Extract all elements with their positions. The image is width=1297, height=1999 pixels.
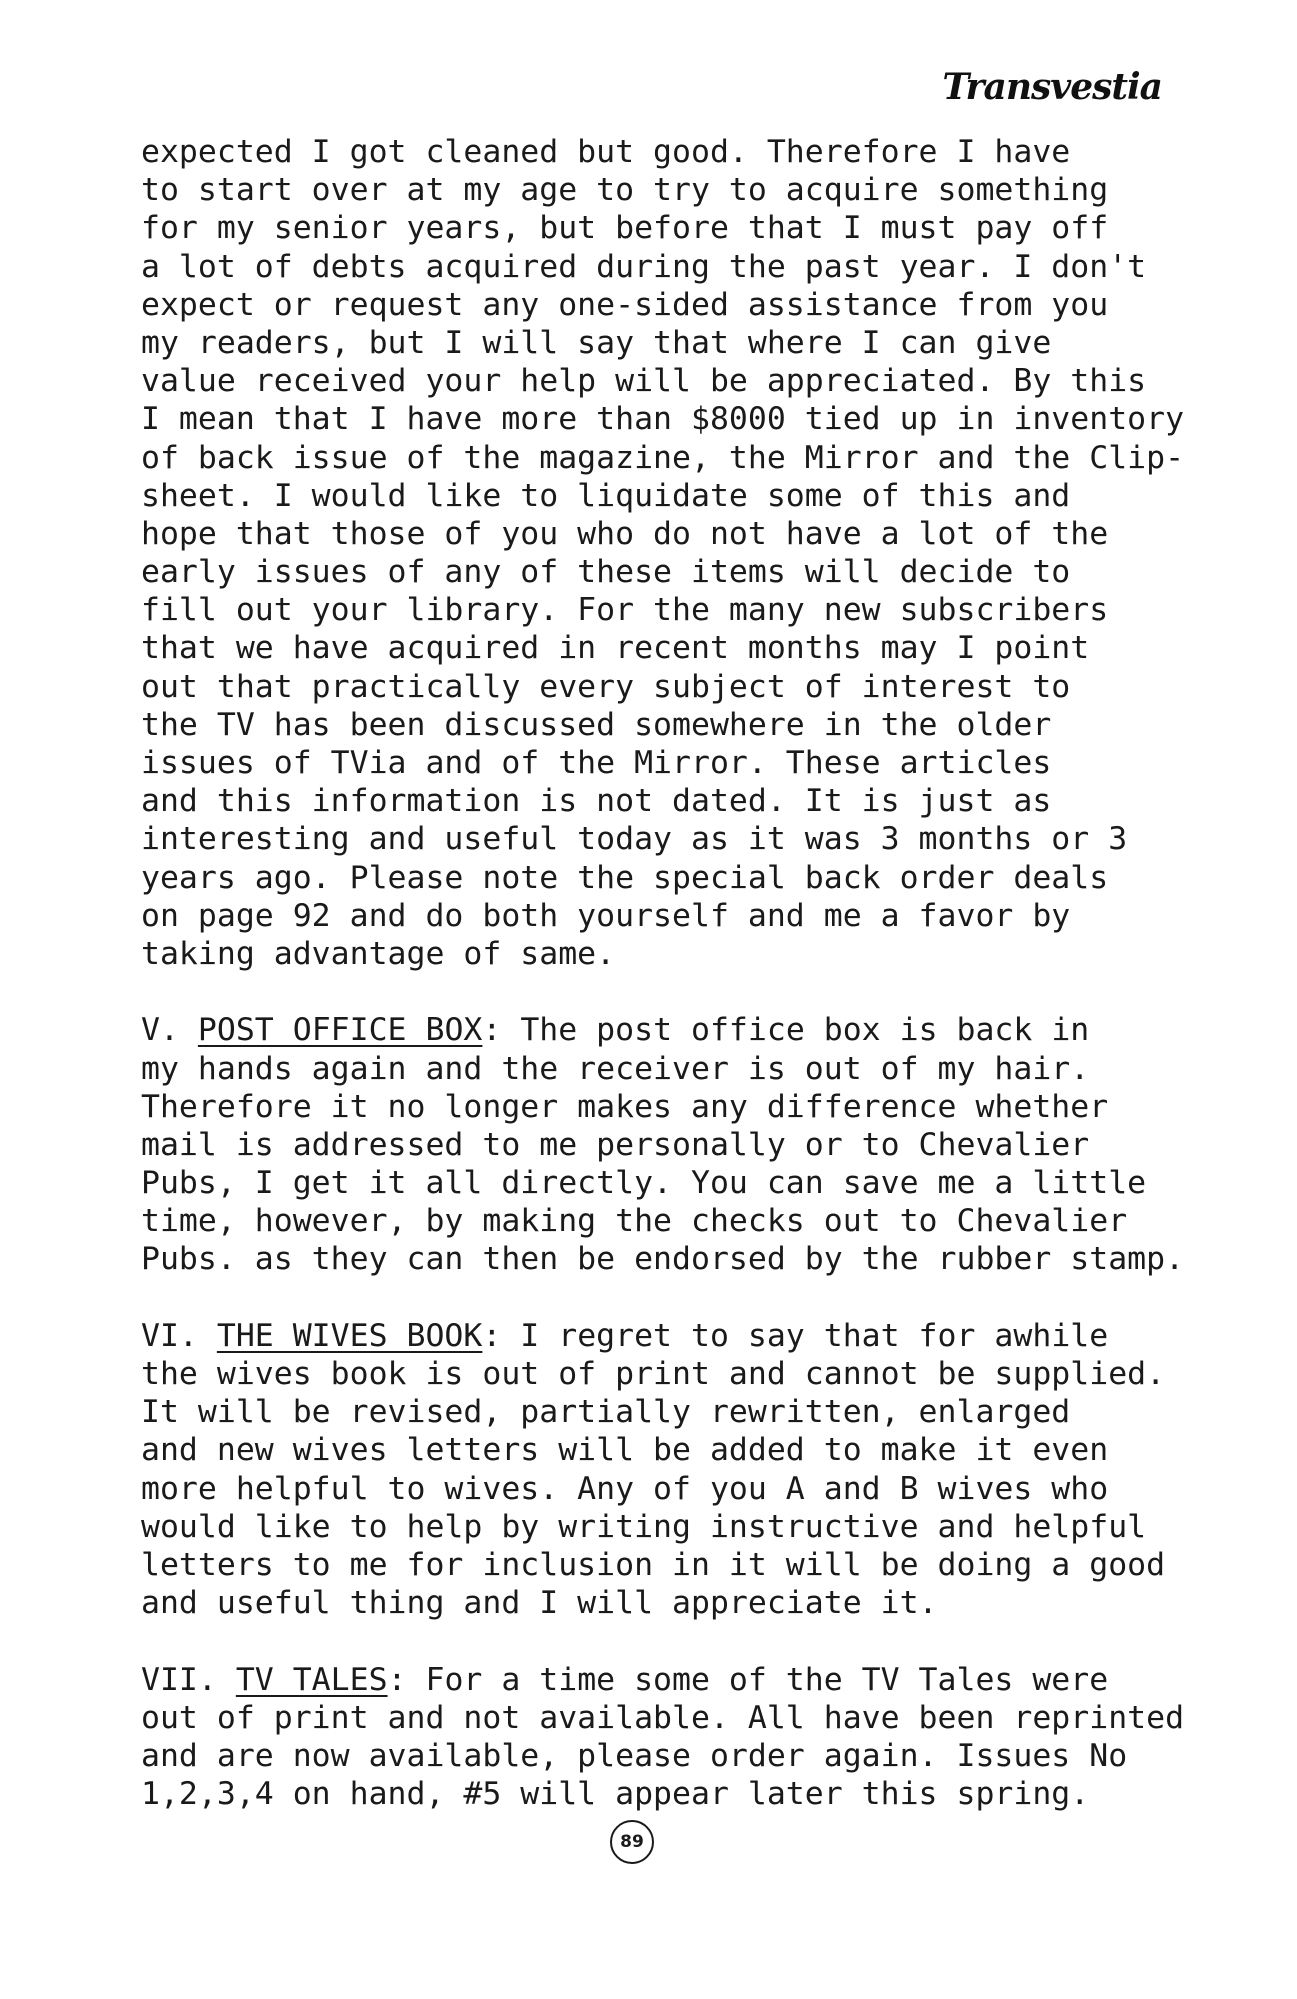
section-wives-book: [141, 1317, 1261, 1623]
section-tv-tales: [141, 1661, 1261, 1814]
text-line: Pubs, I get it all directly. You can save me a little: [141, 1165, 1147, 1202]
page-body: [141, 133, 1261, 1813]
section-number: VI.: [141, 1317, 217, 1354]
page-number: 89: [610, 1820, 654, 1864]
text-line: for my senior years, but before that I must pay off: [141, 210, 1109, 247]
section-number: VII.: [141, 1661, 236, 1698]
text-line: and this information is not dated. It is just as: [141, 783, 1052, 820]
section-heading: THE WIVES BOOK: [216, 1317, 483, 1354]
section-heading-line: [141, 1011, 1261, 1049]
text-line: expected I got cleaned but good. Therefore I have: [141, 134, 1071, 170]
section-text: : I regret to say that for awhile: [482, 1317, 1109, 1354]
text-line: the TV has been discussed somewhere in the older: [141, 706, 1052, 743]
text-line: value received your help will be appreciated. By this: [141, 363, 1147, 400]
section-number: V.: [141, 1012, 198, 1049]
text-line: interesting and useful today as it was 3 months or 3: [141, 821, 1128, 858]
text-line: out that practically every subject of interest to: [141, 668, 1071, 705]
text-line: sheet. I would like to liquidate some of this and: [141, 477, 1071, 514]
text-line: a lot of debts acquired during the past year. I don't: [141, 248, 1147, 285]
text-line: out of print and not available. All have been reprinted: [141, 1699, 1185, 1736]
paragraph-gap: [141, 1279, 1261, 1317]
section-text: : The post office box is back in: [482, 1012, 1090, 1049]
text-line: taking advantage of same.: [141, 935, 616, 972]
text-line: fill out your library. For the many new subscribers: [141, 592, 1109, 629]
text-line: the wives book is out of print and cannot be supplied.: [141, 1356, 1166, 1392]
text-line: and new wives letters will be added to make it even: [141, 1432, 1109, 1469]
text-line: letters to me for inclusion in it will be doing a good: [141, 1546, 1166, 1583]
text-line: It will be revised, partially rewritten, enlarged: [141, 1394, 1071, 1431]
text-line: more helpful to wives. Any of you A and B wives who: [141, 1470, 1109, 1507]
text-line: I mean that I have more than $8000 tied up in inventory: [141, 401, 1185, 438]
section-heading: POST OFFICE BOX: [197, 1012, 483, 1049]
text-line: Pubs. as they can then be endorsed by the rubber stamp.: [141, 1241, 1185, 1278]
section-text: : For a time some of the TV Tales were: [387, 1661, 1109, 1698]
text-line: my hands again and the receiver is out of my hair.: [141, 1050, 1090, 1087]
text-line: expect or request any one-sided assistance from you: [141, 286, 1109, 323]
text-line: early issues of any of these items will decide to: [141, 554, 1071, 591]
intro-paragraph: [141, 133, 1261, 973]
text-line: and useful thing and I will appreciate it.: [141, 1585, 938, 1622]
text-line: that we have acquired in recent months may I point: [141, 630, 1090, 667]
text-line: would like to help by writing instructive and helpful: [141, 1508, 1147, 1545]
text-line: my readers, but I will say that where I can give: [141, 324, 1052, 361]
text-line: years ago. Please note the special back order deals: [141, 859, 1109, 896]
section-heading-line: [141, 1661, 1261, 1699]
masthead-title: Transvestia: [942, 66, 1162, 108]
text-line: to start over at my age to try to acquire something: [141, 172, 1109, 209]
paragraph-gap: [141, 973, 1261, 1011]
text-line: on page 92 and do both yourself and me a favor by: [141, 897, 1071, 934]
text-line: 1,2,3,4 on hand, #5 will appear later this spring.: [141, 1776, 1090, 1813]
text-line: Therefore it no longer makes any difference whether: [141, 1088, 1109, 1125]
text-line: time, however, by making the checks out to Chevalier: [141, 1203, 1128, 1240]
text-line: issues of TVia and of the Mirror. These articles: [141, 745, 1052, 781]
section-heading: TV TALES: [235, 1661, 388, 1698]
paragraph-gap: [141, 1622, 1261, 1660]
text-line: of back issue of the magazine, the Mirror and the Clip-: [141, 439, 1185, 476]
text-line: and are now available, please order again. Issues No: [141, 1737, 1128, 1774]
text-line: mail is addressed to me personally or to Chevalier: [141, 1126, 1090, 1163]
text-line: hope that those of you who do not have a lot of the: [141, 515, 1109, 552]
section-post-office-box: [141, 1011, 1261, 1278]
section-heading-line: [141, 1317, 1261, 1355]
